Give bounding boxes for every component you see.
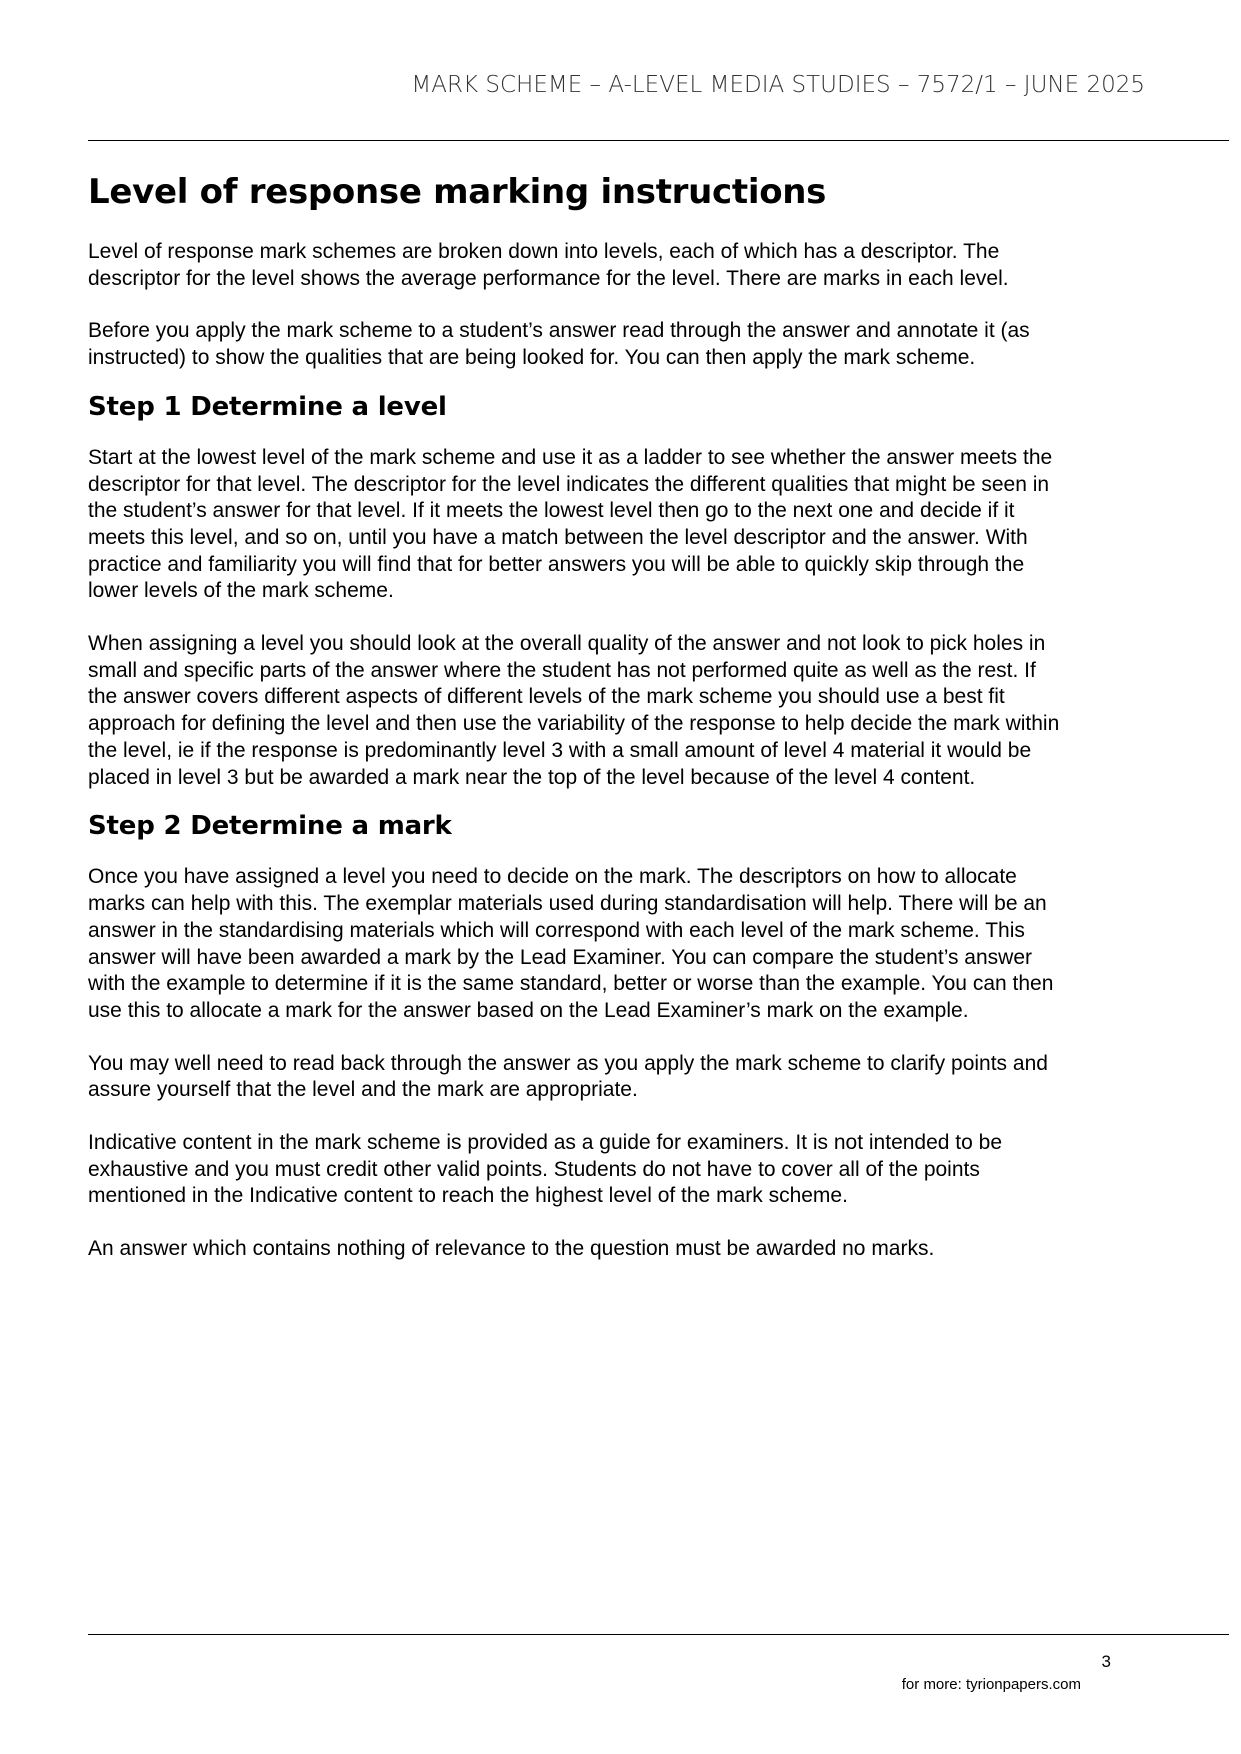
step2-paragraph: Indicative content in the mark scheme is provided as a guide for examiners. It is not intended to be exhaustive and you must credit other valid points. Students do not have to cover all of the points mentioned in the Indicative content to reach the highest level of the mark scheme.	[88, 1131, 1003, 1208]
header-divider	[88, 140, 1229, 141]
running-header: MARK SCHEME – A-LEVEL MEDIA STUDIES – 7572/1 – JUNE 2025	[411, 72, 1145, 98]
intro-paragraph: Level of response mark schemes are broken down into levels, each of which has a descriptor. The descriptor for the level shows the average performance for the level. There are marks in each level.	[88, 239, 1009, 290]
page-content	[88, 172, 1158, 1289]
footer-divider	[88, 1634, 1229, 1635]
intro-paragraph: Before you apply the mark scheme to a student’s answer read through the answer and annotate it (as instructed) to show the qualities that are being looked for. You can then apply the mark scheme.	[88, 319, 1030, 369]
page-number: 3	[1101, 1652, 1111, 1671]
step2-heading: Step 2 Determine a mark	[88, 811, 452, 842]
step1-paragraph: When assigning a level you should look at the overall quality of the answer and not look to pick holes in small and specific parts of the answer where the student has not performed quite as well as the rest. If the answer covers different aspects of different levels of the mark scheme you should use a best fit approach for defining the level and then use the variability of the response to help decide the mark within the level, ie if the response is predominantly level 3 with a small amount of level 4 material it would be placed in level 3 but be awarded a mark near the top of the level because of the level 4 content.	[88, 632, 1060, 789]
step2-paragraph: You may well need to read back through the answer as you apply the mark scheme to clarify points and assure yourself that the level and the mark are appropriate.	[88, 1051, 1048, 1102]
footer-note: for more: tyrionpapers.com	[901, 1676, 1081, 1693]
step1-paragraph: Start at the lowest level of the mark scheme and use it as a ladder to see whether the answer meets the descriptor for that level. The descriptor for the level indicates the different qualities that might be seen in the student’s answer for that level. If it meets the lowest level then go to the next one and decide if it meets this level, and so on, until you have a match between the level descriptor and the answer. With practice and familiarity you will find that for better answers you will be able to quickly skip through the lower levels of the mark scheme.	[88, 445, 1053, 603]
step1-heading: Step 1 Determine a level	[88, 391, 447, 422]
step2-paragraph: Once you have assigned a level you need to decide on the mark. The descriptors on how to allocate marks can help with this. The exemplar materials used during standardisation will help. There will be an answer in the standardising materials which will correspond with each level of the mark scheme. This answer will have been awarded a mark by the Lead Examiner. You can compare the student’s answer with the example to determine if it is the same standard, better or worse than the example. You can then use this to allocate a mark for the answer based on the Lead Examiner’s mark on the example.	[88, 865, 1054, 1022]
step2-paragraph: An answer which contains nothing of relevance to the question must be awarded no marks.	[88, 1237, 935, 1261]
page-title: Level of response marking instructions	[88, 172, 827, 212]
